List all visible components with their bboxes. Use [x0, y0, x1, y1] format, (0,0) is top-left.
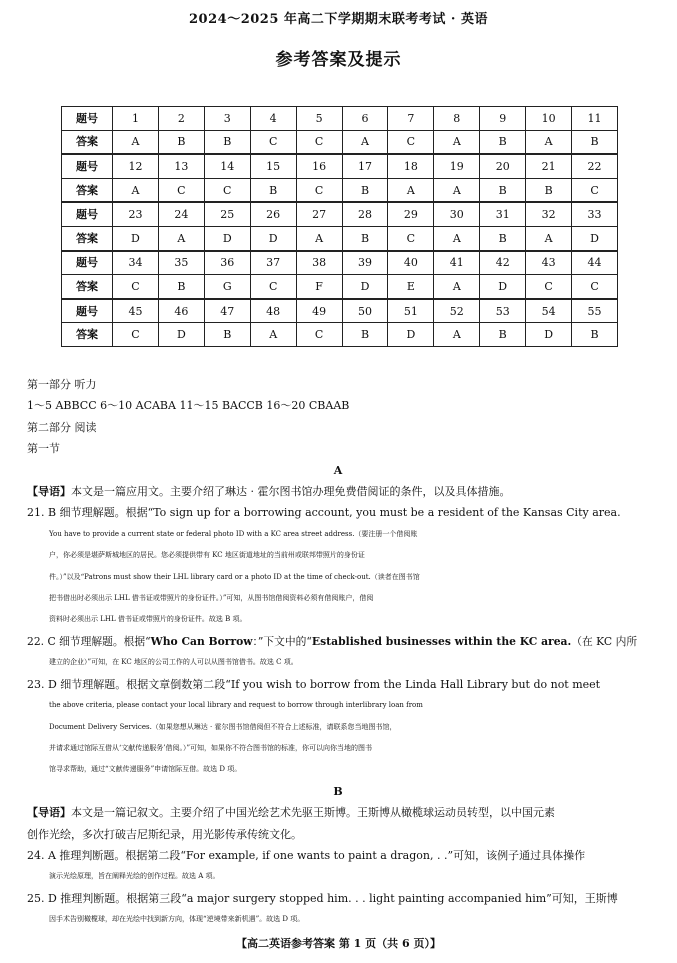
question-number: 42 — [480, 251, 526, 275]
answer-cell: A — [434, 323, 480, 347]
number-row — [62, 154, 618, 178]
explanation-body — [27, 374, 649, 931]
q21-line-1: 21. B 细节理解题。根据“To sign up for a borrowing account, you must be a resident of the Kansas City area. — [27, 506, 621, 520]
number-row — [62, 202, 618, 226]
answer-cell: A — [342, 130, 388, 154]
guide-b-line-2: 创作光绘，多次打破吉尼斯纪录，用光影传承传统文化。 — [27, 827, 302, 841]
question-number: 51 — [388, 299, 434, 323]
answer-cell: B — [158, 130, 204, 154]
q24-explanation — [27, 845, 649, 888]
answer-cell: B — [342, 226, 388, 250]
question-number: 18 — [388, 154, 434, 178]
q22-mid: ：”下文中的“ — [252, 634, 312, 648]
question-number: 4 — [250, 107, 296, 131]
question-number: 24 — [158, 202, 204, 226]
answer-cell: A — [434, 178, 480, 202]
guide-b-line-1: 本文是一篇记叙文。主要介绍了中国光绘艺术先驱王斯博。王斯博从橄榄球运动员转型，以中国元素 — [71, 806, 555, 820]
number-row — [62, 107, 618, 131]
question-number: 30 — [434, 202, 480, 226]
q22-prefix: 22. C 细节理解题。根据“ — [27, 634, 151, 648]
answer-table — [61, 106, 618, 347]
question-number: 33 — [572, 202, 618, 226]
question-number: 7 — [388, 107, 434, 131]
q21-line-5: 把书借出时必须出示 LHL 借书证或带照片的身份证件。）”可知，从图书馆借阅资料必须有借阅账户，借阅 — [49, 594, 374, 603]
q23-explanation — [27, 674, 649, 781]
question-number: 2 — [158, 107, 204, 131]
question-number: 23 — [113, 202, 159, 226]
answer-cell: B — [250, 178, 296, 202]
question-number: 20 — [480, 154, 526, 178]
passage-a-label: A — [333, 463, 343, 477]
answer-cell: C — [158, 178, 204, 202]
question-number: 1 — [113, 107, 159, 131]
q23-line-2: the above criteria, please contact your local library and request to borrow through interlibrary loan from — [49, 701, 423, 710]
question-number: 54 — [526, 299, 572, 323]
answer-cell: G — [204, 275, 250, 299]
answer-cell: D — [480, 275, 526, 299]
question-number: 14 — [204, 154, 250, 178]
number-label: 题号 — [62, 107, 113, 131]
number-label: 题号 — [62, 154, 113, 178]
guide-tag-b: 【导语】 — [27, 806, 71, 820]
question-number: 32 — [526, 202, 572, 226]
q21-explanation — [27, 502, 649, 630]
answer-cell: D — [572, 226, 618, 250]
q22-bold-quote: Established businesses within the KC area. — [311, 634, 572, 648]
answer-cell: B — [204, 130, 250, 154]
q25-line-1: 25. D 推理判断题。根据第三段“a major surgery stopped him. . . light painting accompanied him”可知，王斯博 — [27, 891, 618, 905]
answer-row — [62, 226, 618, 250]
q24-line-1: 24. A 推理判断题。根据第二段“For example, if one wants to paint a dragon, . .”可知，该例子通过具体操作 — [27, 848, 586, 862]
q21-line-4: 件。）”以及“Patrons must show their LHL library card or a photo ID at the time of check-out.（读者在图书馆 — [49, 572, 420, 581]
question-number: 55 — [572, 299, 618, 323]
answer-cell: C — [388, 130, 434, 154]
question-number: 36 — [204, 251, 250, 275]
answer-cell: B — [526, 178, 572, 202]
page-title: 2024～2025 年高二下学期期末联考考试 · 英语 — [189, 12, 488, 27]
part2-heading: 第二部分 阅读 — [27, 420, 97, 434]
question-number: 22 — [572, 154, 618, 178]
question-number: 19 — [434, 154, 480, 178]
question-number: 12 — [113, 154, 159, 178]
number-label: 题号 — [62, 299, 113, 323]
q25-explanation — [27, 888, 649, 931]
question-number: 28 — [342, 202, 388, 226]
passage-b-label: B — [333, 784, 343, 798]
answer-cell: D — [113, 226, 159, 250]
answer-label: 答案 — [62, 178, 113, 202]
answer-cell: A — [434, 226, 480, 250]
question-number: 5 — [296, 107, 342, 131]
question-number: 44 — [572, 251, 618, 275]
answer-cell: A — [434, 275, 480, 299]
q23-line-4: 并请求通过馆际互借从‘文献传递服务’借阅。）”可知，如果你不符合图书馆的标准，你可以向你当地的图书 — [49, 743, 373, 752]
question-number: 50 — [342, 299, 388, 323]
question-number: 3 — [204, 107, 250, 131]
answer-cell: F — [296, 275, 342, 299]
answer-cell: A — [250, 323, 296, 347]
question-number: 8 — [434, 107, 480, 131]
answer-cell: C — [388, 226, 434, 250]
answer-cell: B — [342, 323, 388, 347]
q24-line-2: 演示光绘原理，旨在阐释光绘的创作过程。故选 A 项。 — [49, 872, 220, 881]
listening-answers: 1～5 ABBCC 6～10 ACABA 11～15 BACCB 16～20 CBAAB — [27, 399, 350, 413]
answer-cell: A — [113, 130, 159, 154]
q22-explanation — [27, 631, 649, 674]
answer-cell: B — [480, 130, 526, 154]
question-number: 53 — [480, 299, 526, 323]
answer-cell: A — [388, 178, 434, 202]
answer-cell: B — [572, 130, 618, 154]
question-number: 41 — [434, 251, 480, 275]
answer-cell: C — [204, 178, 250, 202]
number-label: 题号 — [62, 251, 113, 275]
page-footer: 【高二英语参考答案 第 1 页（共 6 页）】 — [236, 937, 441, 950]
answer-cell: C — [113, 323, 159, 347]
q22-line-1 — [27, 631, 649, 652]
answer-cell: B — [480, 323, 526, 347]
question-number: 10 — [526, 107, 572, 131]
answer-cell: C — [296, 130, 342, 154]
q23-line-1: 23. D 细节理解题。根据文章倒数第二段“If you wish to borrow from the Linda Hall Library but do not meet — [27, 677, 601, 691]
answer-cell: D — [526, 323, 572, 347]
question-number: 37 — [250, 251, 296, 275]
answer-cell: C — [572, 178, 618, 202]
question-number: 25 — [204, 202, 250, 226]
answer-cell: B — [480, 226, 526, 250]
passage-a-guide — [27, 481, 649, 502]
answer-cell: B — [572, 323, 618, 347]
answer-label: 答案 — [62, 130, 113, 154]
answer-cell: D — [204, 226, 250, 250]
q22-tail: （在 KC 内所 — [571, 634, 638, 648]
question-number: 11 — [572, 107, 618, 131]
guide-tag: 【导语】 — [27, 485, 71, 499]
answer-cell: B — [158, 275, 204, 299]
question-number: 17 — [342, 154, 388, 178]
question-number: 35 — [158, 251, 204, 275]
number-label: 题号 — [62, 202, 113, 226]
answer-label: 答案 — [62, 275, 113, 299]
q23-line-3: Document Delivery Services.（如果您想从琳达 · 霍尔图书馆借阅但不符合上述标准，请联系您当地图书馆， — [49, 722, 397, 731]
answer-row — [62, 323, 618, 347]
answer-label: 答案 — [62, 226, 113, 250]
number-row — [62, 299, 618, 323]
answer-cell: C — [526, 275, 572, 299]
question-number: 6 — [342, 107, 388, 131]
answer-cell: C — [250, 130, 296, 154]
number-row — [62, 251, 618, 275]
question-number: 38 — [296, 251, 342, 275]
question-number: 9 — [480, 107, 526, 131]
answer-cell: C — [250, 275, 296, 299]
part1-heading: 第一部分 听力 — [27, 378, 97, 391]
answer-cell: C — [296, 178, 342, 202]
answer-cell: A — [526, 226, 572, 250]
q23-line-5: 馆寻求帮助，通过“文献传递服务”申请馆际互借。故选 D 项。 — [49, 765, 242, 774]
question-number: 43 — [526, 251, 572, 275]
answer-cell: B — [204, 323, 250, 347]
question-number: 13 — [158, 154, 204, 178]
q21-line-3: 户，你必须是堪萨斯城地区的居民。您必须提供带有 KC 地区街道地址的当前州或联邦带照片的身份证 — [49, 551, 365, 560]
question-number: 52 — [434, 299, 480, 323]
answer-cell: D — [388, 323, 434, 347]
section-heading: 第一节 — [27, 442, 60, 456]
question-number: 27 — [296, 202, 342, 226]
page-subtitle: 参考答案及提示 — [275, 50, 402, 70]
question-number: 16 — [296, 154, 342, 178]
answer-cell: D — [250, 226, 296, 250]
answer-cell: A — [434, 130, 480, 154]
question-number: 49 — [296, 299, 342, 323]
answer-cell: C — [113, 275, 159, 299]
q25-line-2: 因手术告别橄榄球，却在光绘中找到新方向，体现“逆境带来新机遇”。故选 D 项。 — [49, 915, 305, 924]
question-number: 48 — [250, 299, 296, 323]
question-number: 34 — [113, 251, 159, 275]
passage-b-guide — [27, 802, 649, 823]
answer-cell: A — [113, 178, 159, 202]
answer-cell: A — [296, 226, 342, 250]
question-number: 39 — [342, 251, 388, 275]
answer-cell: C — [572, 275, 618, 299]
answer-cell: A — [526, 130, 572, 154]
answer-cell: D — [158, 323, 204, 347]
guide-text: 本文是一篇应用文。主要介绍了琳达 · 霍尔图书馆办理免费借阅证的条件，以及具体措施。 — [71, 485, 511, 499]
answer-cell: C — [296, 323, 342, 347]
question-number: 47 — [204, 299, 250, 323]
answer-cell: D — [342, 275, 388, 299]
question-number: 46 — [158, 299, 204, 323]
q21-line-6: 资料时必须出示 LHL 借书证或带照片的身份证件。故选 B 项。 — [49, 615, 247, 624]
question-number: 45 — [113, 299, 159, 323]
question-number: 29 — [388, 202, 434, 226]
answer-label: 答案 — [62, 323, 113, 347]
q22-line-2: 建立的企业）”可知，在 KC 地区的公司工作的人可以从图书馆借书。故选 C 项。 — [49, 658, 298, 667]
answer-cell: E — [388, 275, 434, 299]
question-number: 21 — [526, 154, 572, 178]
q21-line-2: You have to provide a current state or federal photo ID with a KC area street address.（要注册一个借阅账 — [49, 529, 418, 538]
answer-cell: A — [158, 226, 204, 250]
q22-bold-heading: Who Can Borrow — [150, 634, 253, 648]
question-number: 31 — [480, 202, 526, 226]
question-number: 26 — [250, 202, 296, 226]
answer-cell: B — [480, 178, 526, 202]
question-number: 40 — [388, 251, 434, 275]
answer-row — [62, 130, 618, 154]
answer-cell: B — [342, 178, 388, 202]
question-number: 15 — [250, 154, 296, 178]
answer-row — [62, 178, 618, 202]
answer-row — [62, 275, 618, 299]
